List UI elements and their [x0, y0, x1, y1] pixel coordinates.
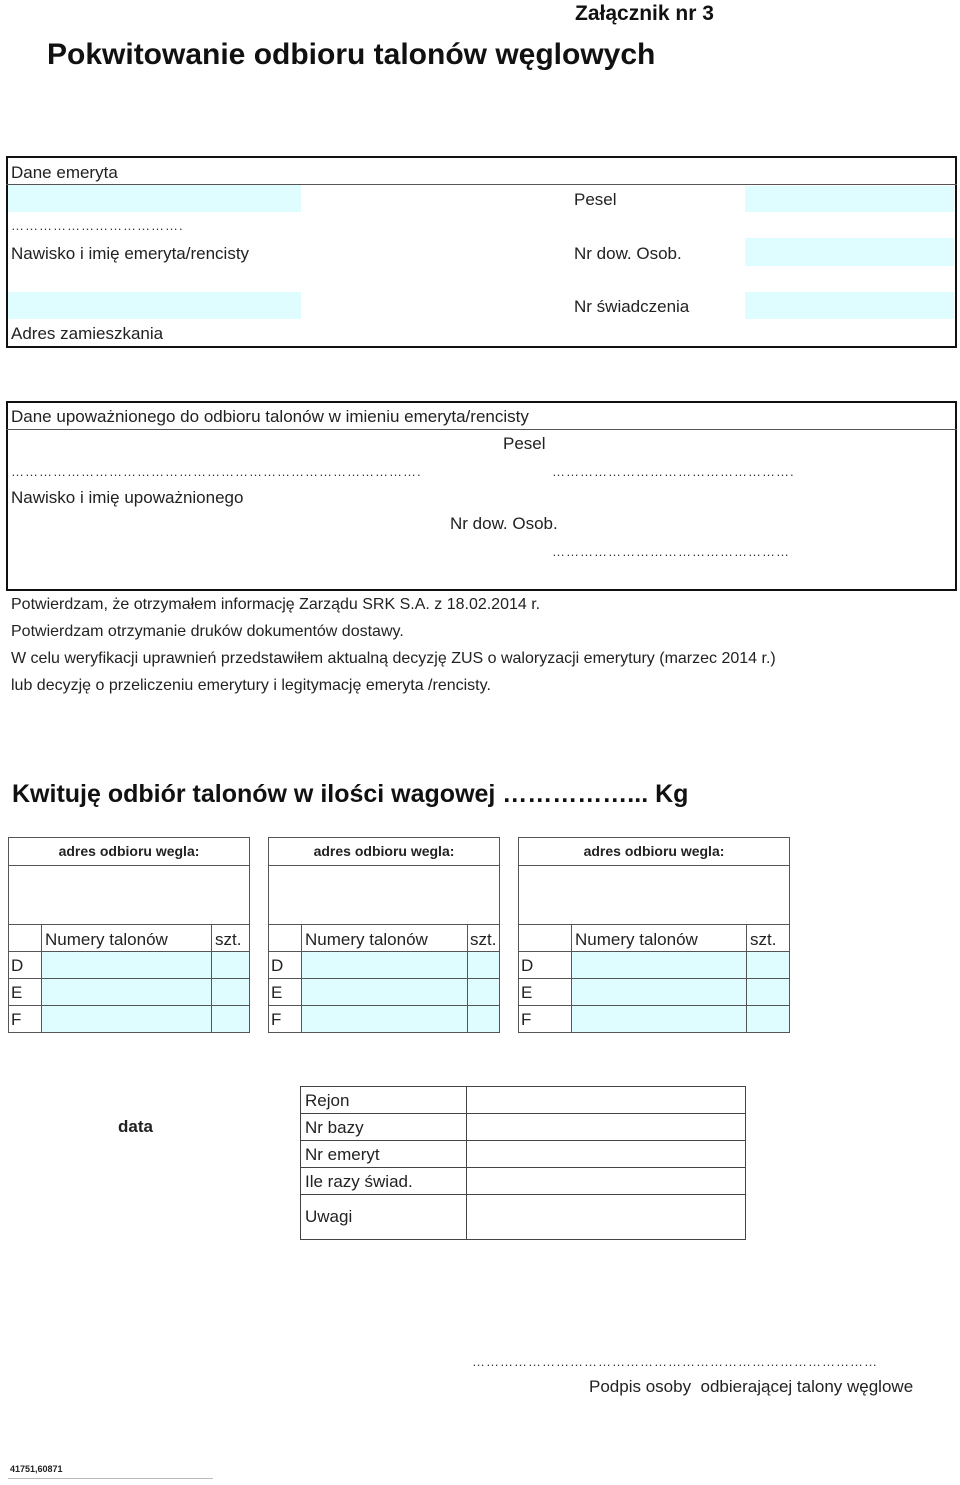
statement-4: lub decyzję o przeliczeniu emerytury i legitymację emeryta /rencisty. — [11, 677, 491, 694]
info-value-nr-bazy[interactable] — [467, 1114, 745, 1140]
coupon-numbers-d[interactable] — [42, 952, 212, 979]
coupon-row-label-d: D — [269, 952, 302, 979]
info-value-ile-razy[interactable] — [467, 1168, 745, 1194]
coupon-qty-d[interactable] — [468, 952, 499, 979]
info-value-nr-emeryt[interactable] — [467, 1141, 745, 1167]
coupon-row-label-f: F — [519, 1006, 572, 1032]
coupon-row-label-f: F — [9, 1006, 42, 1032]
coupon-numbers-d[interactable] — [572, 952, 747, 979]
pensioner-address-field[interactable] — [8, 292, 301, 319]
coupon-numbers-header: Numery talonów — [302, 925, 468, 952]
info-label-uwagi: Uwagi — [301, 1195, 467, 1239]
pensioner-benefit-field[interactable] — [745, 292, 954, 319]
authorized-id-label: Nr dow. Osob. — [450, 514, 558, 533]
coupon-qty-e[interactable] — [747, 979, 789, 1006]
coupon-numbers-e[interactable] — [572, 979, 747, 1006]
admin-info-table — [300, 1086, 746, 1240]
authorized-name-dots: ……………………………………………………………………………. — [11, 464, 422, 479]
info-value-rejon[interactable] — [467, 1087, 745, 1113]
pensioner-heading: Dane emeryta — [11, 163, 118, 182]
info-label-nr-bazy: Nr bazy — [301, 1114, 467, 1140]
coupon-qty-d[interactable] — [747, 952, 789, 979]
info-label-nr-emeryt: Nr emeryt — [301, 1141, 467, 1167]
coupon-qty-header: szt. — [747, 925, 789, 952]
receipt-weight-line: Kwituję odbiór talonów w ilości wagowej ……………... Kg — [12, 780, 689, 808]
coupon-qty-f[interactable] — [468, 1006, 499, 1032]
page-title: Pokwitowanie odbioru talonów węglowych — [47, 38, 656, 71]
coupon-qty-header: szt. — [468, 925, 499, 952]
authorized-name-label: Nawisko i imię upoważnionego — [11, 488, 244, 507]
pensioner-pesel-field[interactable] — [745, 186, 954, 212]
statement-2: Potwierdzam otrzymanie druków dokumentów dostawy. — [11, 623, 404, 640]
coupon-address-field[interactable] — [9, 866, 249, 925]
coupon-table-3 — [518, 837, 790, 1033]
authorized-pesel-dots: ……………………………………………. — [552, 464, 795, 479]
authorized-pesel-label: Pesel — [503, 434, 546, 453]
footer-code: 41751,60871 — [10, 1464, 63, 1474]
signature-dots: …………………………………………………………………………… — [472, 1354, 878, 1369]
pensioner-address-label: Adres zamieszkania — [11, 324, 164, 343]
info-label-ile-razy: Ile razy świad. — [301, 1168, 467, 1194]
coupon-qty-header: szt. — [212, 925, 249, 952]
date-label: data — [118, 1117, 153, 1136]
coupon-address-header: adres odbioru wegla: — [9, 838, 249, 866]
coupon-qty-f[interactable] — [212, 1006, 249, 1032]
coupon-row-label-e: E — [269, 979, 302, 1006]
coupon-numbers-header: Numery talonów — [572, 925, 747, 952]
pensioner-id-field[interactable] — [745, 238, 954, 266]
signature-label: Podpis osoby odbierającej talony węglowe — [589, 1377, 914, 1396]
pensioner-name-field[interactable] — [8, 185, 301, 212]
coupon-address-header: adres odbioru wegla: — [269, 838, 499, 866]
coupon-qty-f[interactable] — [747, 1006, 789, 1032]
coupon-numbers-e[interactable] — [302, 979, 468, 1006]
coupon-row-label-f: F — [269, 1006, 302, 1032]
pensioner-id-label: Nr dow. Osob. — [574, 244, 682, 263]
coupon-address-header: adres odbioru wegla: — [519, 838, 789, 866]
coupon-qty-e[interactable] — [212, 979, 249, 1006]
coupon-numbers-d[interactable] — [302, 952, 468, 979]
coupon-row-label-d: D — [9, 952, 42, 979]
pensioner-pesel-label: Pesel — [574, 190, 617, 209]
coupon-row-label-e: E — [519, 979, 572, 1006]
coupon-numbers-header: Numery talonów — [42, 925, 212, 952]
annex-label: Załącznik nr 3 — [575, 2, 714, 25]
coupon-qty-d[interactable] — [212, 952, 249, 979]
coupon-table-1 — [8, 837, 250, 1033]
pensioner-name-label: Nawisko i imię emeryta/rencisty — [11, 244, 250, 263]
authorized-heading: Dane upoważnionego do odbioru talonów w imieniu emeryta/rencisty — [11, 407, 529, 426]
coupon-qty-e[interactable] — [468, 979, 499, 1006]
coupon-address-field[interactable] — [269, 866, 499, 925]
pensioner-benefit-label: Nr świadczenia — [574, 297, 690, 316]
pensioner-name-dots: ………………………………. — [11, 218, 184, 233]
info-label-rejon: Rejon — [301, 1087, 467, 1113]
coupon-numbers-e[interactable] — [42, 979, 212, 1006]
info-value-uwagi[interactable] — [467, 1195, 745, 1239]
coupon-row-label-e: E — [9, 979, 42, 1006]
coupon-table-2 — [268, 837, 500, 1033]
coupon-numbers-f[interactable] — [302, 1006, 468, 1032]
coupon-address-field[interactable] — [519, 866, 789, 925]
coupon-numbers-f[interactable] — [572, 1006, 747, 1032]
coupon-numbers-f[interactable] — [42, 1006, 212, 1032]
coupon-row-label-d: D — [519, 952, 572, 979]
authorized-id-dots: …………………………………………… — [552, 544, 790, 559]
statement-3: W celu weryfikacji uprawnień przedstawiłem aktualną decyzję ZUS o waloryzacji emerytury (marzec 2014 r.) — [11, 650, 776, 667]
statement-1: Potwierdzam, że otrzymałem informację Zarządu SRK S.A. z 18.02.2014 r. — [11, 596, 541, 613]
